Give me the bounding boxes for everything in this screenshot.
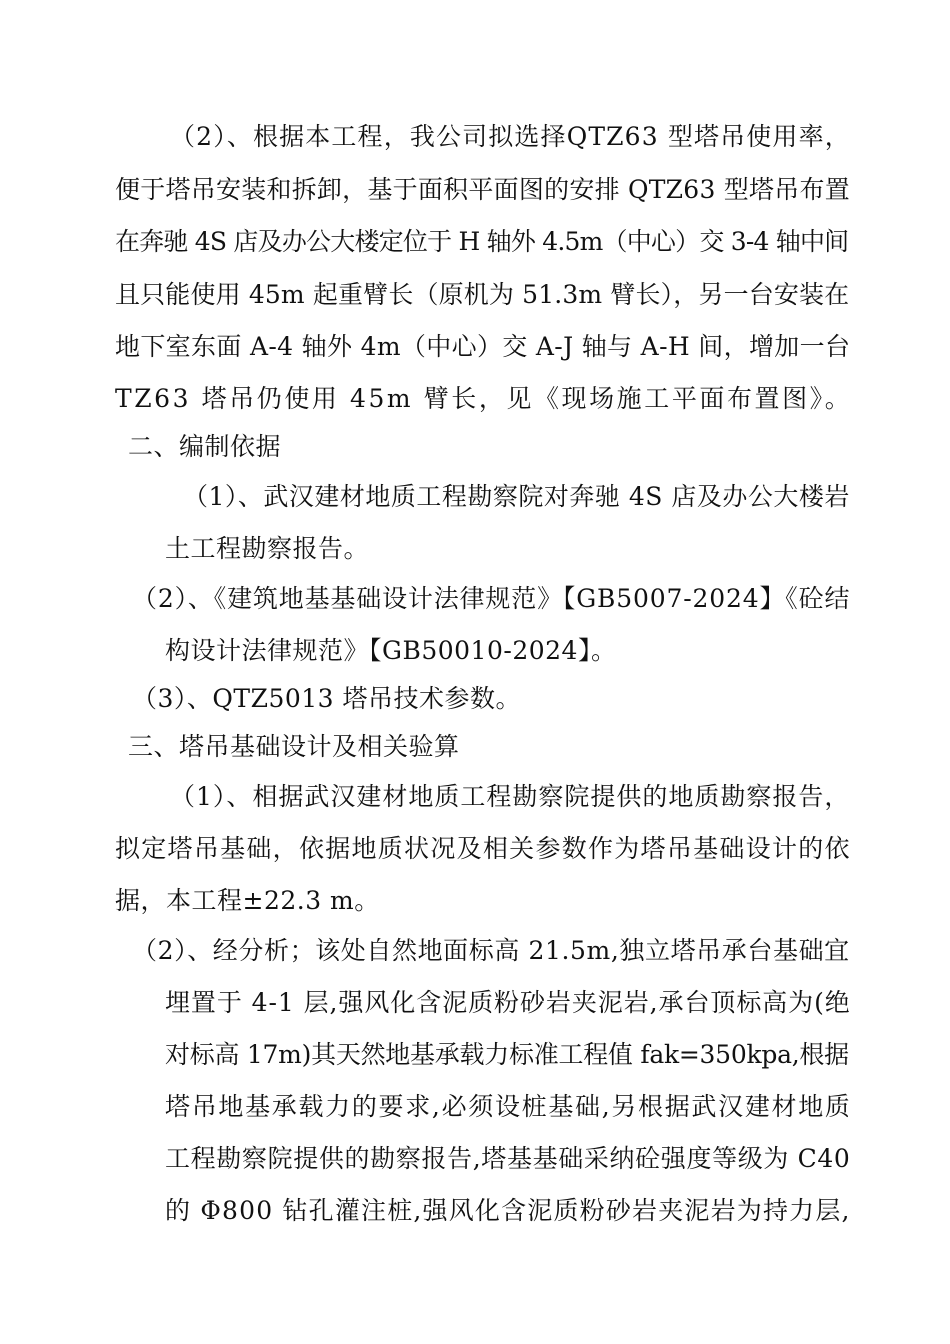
section-heading-2: 二、编制依据 [128,432,282,461]
paragraph-1-line-5: 地下室东面 A-4 轴外 4m（中心）交 A-J 轴与 A-H 间，增加一台 [115,332,851,361]
paragraph-4-line-1: （3）、QTZ5013 塔吊技术参数。 [132,684,522,713]
paragraph-6-line-3: 对标高 17m)其天然地基承载力标准工程值 fak=350kpa,根据 [165,1040,849,1069]
paragraph-6-line-4: 塔吊地基承载力的要求,必须设桩基础,另根据武汉建材地质 [165,1092,852,1121]
paragraph-5-line-3: 据，本工程±22.3 m。 [115,886,380,915]
paragraph-2-line-1: （1）、武汉建材地质工程勘察院对奔驰 4S 店及办公大楼岩 [183,482,850,511]
paragraph-1-line-2: 便于塔吊安装和拆卸，基于面积平面图的安排 QTZ63 型塔吊布置 [115,175,850,204]
paragraph-3-line-2: 构设计法律规范》【GB50010-2024】。 [165,636,617,665]
paragraph-1-line-3: 在奔驰 4S 店及办公大楼定位于 H 轴外 4.5m（中心）交 3-4 轴中间 [115,227,849,256]
paragraph-5-line-2: 拟定塔吊基础，依据地质状况及相关参数作为塔吊基础设计的依 [115,834,851,863]
paragraph-1-line-6: TZ63 塔吊仍使用 45m 臂长，见《现场施工平面布置图》。 [115,384,853,413]
paragraph-3-line-1: （2）、《建筑地基基础设计法律规范》【GB5007-2024】《砼结 [132,584,851,613]
paragraph-5-line-1: （1）、相据武汉建材地质工程勘察院提供的地质勘察报告， [170,782,851,811]
paragraph-1-line-1: （2）、根据本工程，我公司拟选择QTZ63 型塔吊使用率， [170,122,851,151]
paragraph-1-line-4: 且只能使用 45m 起重臂长（原机为 51.3m 臂长），另一台安装在 [115,280,850,309]
paragraph-6-line-1: （2）、经分析；该处自然地面标高 21.5m,独立塔吊承台基础宜 [132,936,850,965]
paragraph-6-line-5: 工程勘察院提供的勘察报告,塔基基础采纳砼强度等级为 C40 [165,1144,851,1173]
section-heading-3: 三、塔吊基础设计及相关验算 [128,732,460,761]
paragraph-2-line-2: 土工程勘察报告。 [165,534,370,563]
paragraph-6-line-6: 的 Φ800 钻孔灌注桩,强风化含泥质粉砂岩夹泥岩为持力层, [165,1196,851,1225]
paragraph-6-line-2: 埋置于 4-1 层,强风化含泥质粉砂岩夹泥岩,承台顶标高为(绝 [165,988,851,1017]
